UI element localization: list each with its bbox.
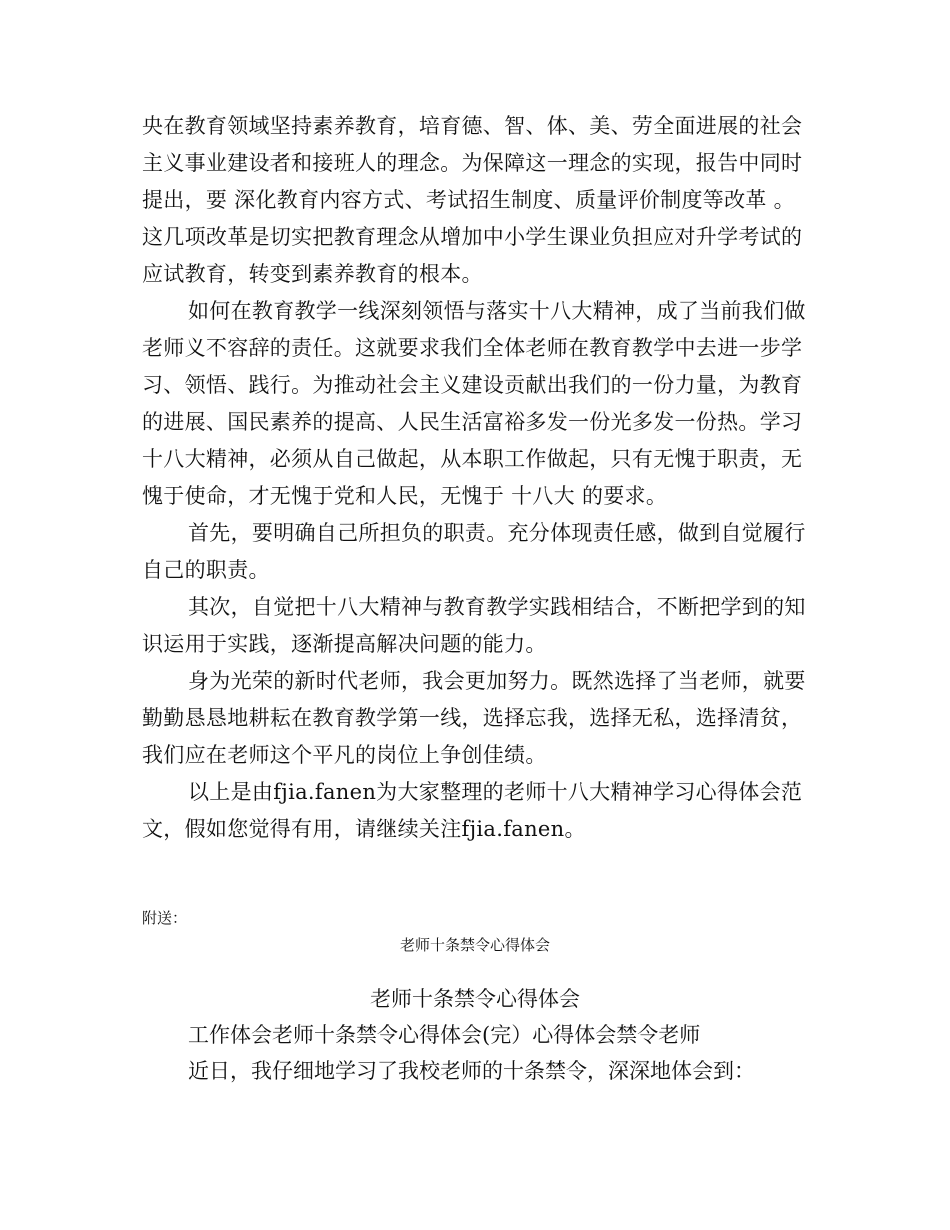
article-line: 近日，我仔细地学习了我校老师的十条禁令，深深地体会到： xyxy=(188,1059,755,1083)
appendix-label: 附送： xyxy=(142,909,188,927)
paragraph-commitment: 身为光荣的新时代老师，我会更加努力。既然选择了当老师，就要勤勤恳恳地耕耘在教育教学第一线，选择忘我，选择无私，选择清贫，我们应在老师这个平凡的岗位上争创佳绩。 xyxy=(142,669,806,767)
paragraph-closing: 以上是由fjia.fanen为大家整理的老师十八大精神学习心得体会范文，假如您觉得有用，请继续关注fjia.fanen。 xyxy=(142,780,803,841)
article-body xyxy=(188,1017,828,1089)
appendix-title: 老师十条禁令心得体会 xyxy=(399,936,550,954)
body-text xyxy=(142,108,812,848)
paragraph-continuation: 央在教育领域坚持素养教育，培育德、智、体、美、劳全面进展的社会主义事业建设者和接班人的理念。为保障这一理念的实现，报告中同时提出，要 深化教育内容方式、考试招生制度、质量评价制度等改革 。这几项改革是切实把教育理念从增加中小学生课业负担应对升学考试的应试教育，转变到素养教育的根本。 xyxy=(142,114,803,286)
paragraph-responsibility: 如何在教育教学一线深刻领悟与落实十八大精神，成了当前我们做老师义不容辞的责任。这就要求我们全体老师在教育教学中去进一步学习、领悟、践行。为推动社会主义建设贡献出我们的一份力量，为教育的进展、国民素养的提高、人民生活富裕多发一份光多发一份热。学习十八大精神，必须从自己做起，从本职工作做起，只有无愧于职责，无愧于使命，才无愧于党和人民，无愧于 十八大 的要求。 xyxy=(142,299,806,508)
article-title: 老师十条禁令心得体会 xyxy=(370,987,580,1011)
article-line: 工作体会老师十条禁令心得体会(完）心得体会禁令老师 xyxy=(188,1023,701,1047)
paragraph-first: 首先，要明确自己所担负的职责。充分体现责任感，做到自觉履行自己的职责。 xyxy=(142,521,806,582)
paragraph-second: 其次，自觉把十八大精神与教育教学实践相结合，不断把学到的知识运用于实践，逐渐提高解决问题的能力。 xyxy=(142,595,806,656)
